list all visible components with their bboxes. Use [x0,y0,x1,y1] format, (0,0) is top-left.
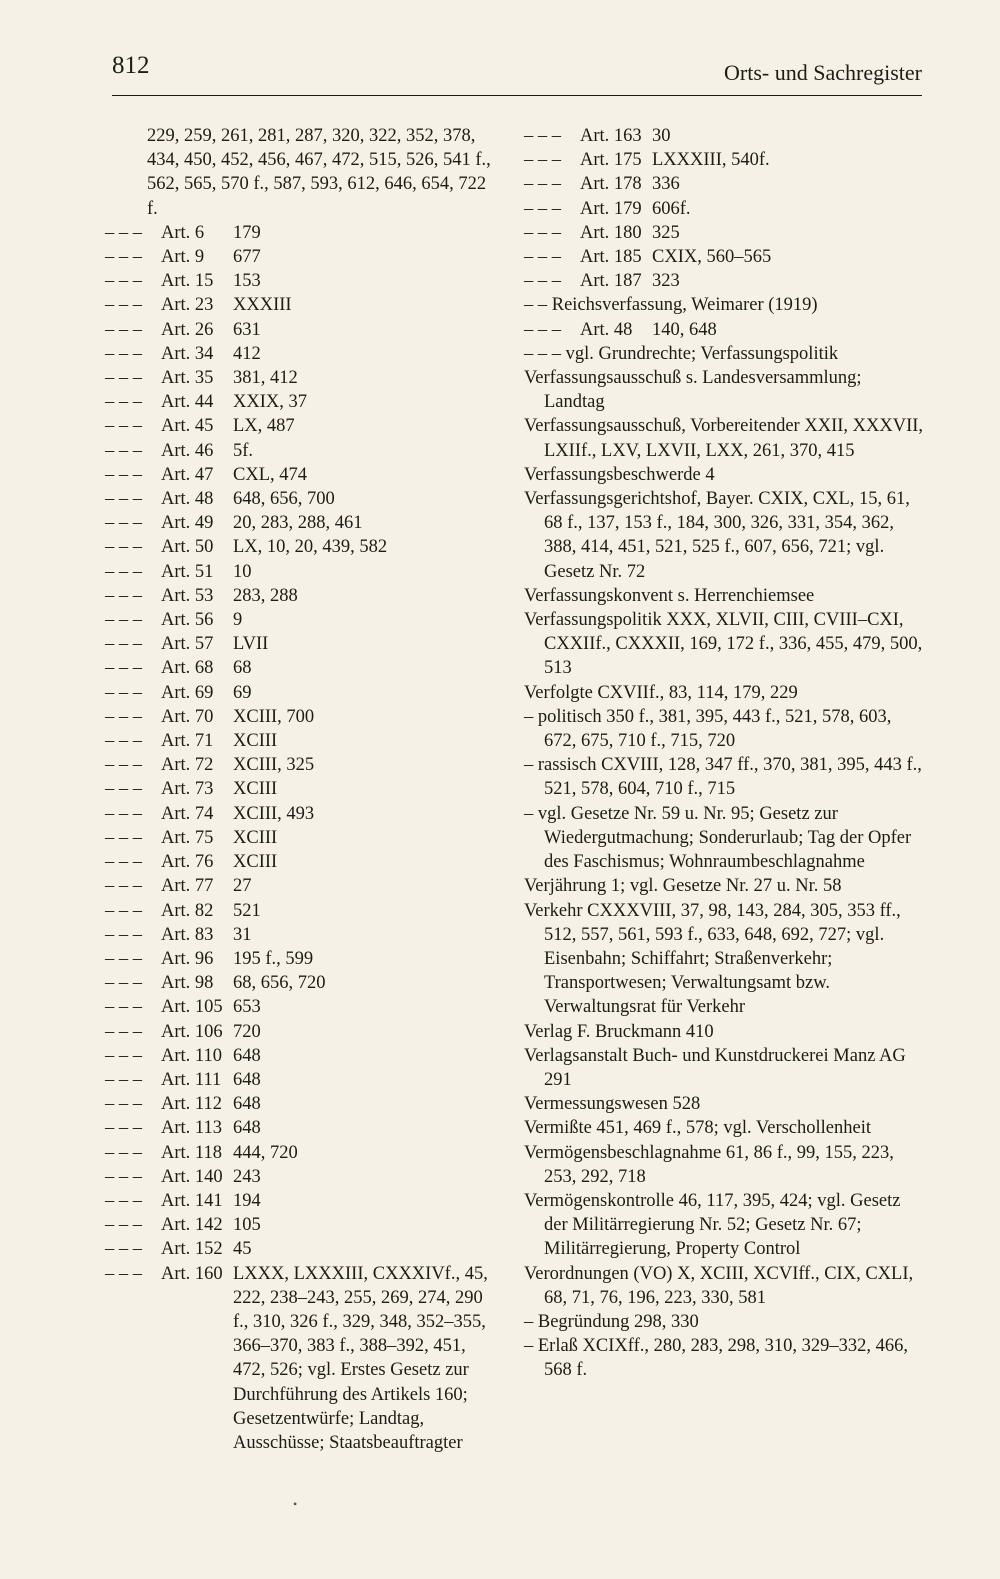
article-refs: 631 [233,319,261,340]
article-entry [105,826,497,850]
article-refs: XCIII [233,852,278,873]
article-refs: 648, 656, 700 [233,489,335,510]
article-label: Art. 187 [580,271,642,292]
dash-marker: – – – [105,779,142,800]
index-entry-list [524,366,924,1383]
article-label: Art. 106 [161,1021,223,1042]
article-entry [105,899,497,923]
article-entry [105,947,497,971]
article-refs: 30 [652,126,671,146]
dash-marker: – – – [105,440,142,461]
dash-marker: – – – [105,973,142,994]
article-entry [105,293,497,317]
dash-marker: – – – [105,1021,142,1042]
article-entry [105,511,497,535]
dash-marker: – – – [105,271,142,292]
article-entry [105,269,497,293]
page-mark: • [293,1497,298,1511]
article-entry [524,269,924,293]
article-refs: XCIII [233,731,278,752]
article-refs: 243 [233,1166,261,1187]
article-refs: 283, 288 [233,585,298,606]
article-label: Art. 48 [161,489,214,510]
article-label: Art. 49 [161,513,214,534]
article-label: Art. 142 [161,1215,223,1236]
article-entry [524,148,924,172]
dash-marker: – – – [105,755,142,776]
article-label: Art. 140 [161,1166,223,1187]
index-entry: Vermessungswesen 528 [524,1094,701,1115]
article-entry [105,802,497,826]
article-entry [524,221,924,245]
dash-marker: – – – [105,1142,142,1163]
dash-marker: – – – [105,1166,142,1187]
article-entry [105,971,497,995]
header-rule [112,95,922,96]
article-refs: XCIII [233,827,278,848]
article-refs: LXXXIII, 540f. [652,150,770,171]
dash-marker: – – – [524,174,561,195]
index-entry: Verfassungsausschuß, Vorbereitender XXII, XXXVII, LXIIf., LXV, LXVII, LXX, 261, 370, 415 [524,416,924,461]
dash-marker: – – – [105,1215,142,1236]
sub-entry: – vgl. Gesetze Nr. 59 u. Nr. 95; Gesetz zur Wiedergutmachung; Sonderurlaub; Tag der Opfer des Faschismus; Wohnraumbeschlagnahme [524,803,912,873]
article-entry [105,414,497,438]
article-entry [105,753,497,777]
article-refs: 69 [233,682,252,703]
article-label: Art. 51 [161,561,214,582]
index-entry: Verordnungen (VO) X, XCIII, XCVIff., CIX, CXLI, 68, 71, 76, 196, 223, 330, 581 [524,1263,914,1308]
article-label: Art. 9 [161,247,205,268]
article-label: Art. 70 [161,706,214,727]
article-entry [105,535,497,559]
article-refs: 20, 283, 288, 461 [233,513,363,534]
article-refs: 720 [233,1021,261,1042]
index-entry: Verfassungsgerichtshof, Bayer. CXIX, CXL, 15, 61, 68 f., 137, 153 f., 184, 300, 326, 331, 354, 362, 388, 414, 451, 521, 525 f., 607, 656, 721; vgl. Gesetz Nr. 72 [524,489,910,582]
article-label: Art. 69 [161,682,214,703]
article-refs: LXXX, LXXXIII, CXXXIVf., 45, 222, 238–243, 255, 269, 274, 290 f., 310, 326 f., 329, 348, 352–355, 366–370, 383 f., 388–392, 451, 472, 526; vgl. Erstes Gesetz zur Durchführung des Artikels 160; Gesetzentwürfe; Landtag, Ausschüsse; Staatsbeauftragter [233,1263,488,1453]
article-entry [105,487,497,511]
index-entry: Verlagsanstalt Buch- und Kunstdruckerei Manz AG 291 [524,1045,906,1090]
index-entry: Vermißte 451, 469 f., 578; vgl. Verschollenheit [524,1118,871,1139]
right-column [524,124,924,1383]
index-entry: Vermögensbeschlagnahme 61, 86 f., 99, 155, 223, 253, 292, 718 [524,1142,894,1187]
left-column [105,124,497,1455]
article-label: Art. 23 [161,295,214,316]
article-entry [105,439,497,463]
dash-marker: – – – [105,1045,142,1066]
dash-marker: – – – [105,1239,142,1260]
article-entry [105,1237,497,1261]
dash-marker: – – – [105,295,142,316]
article-label: Art. 57 [161,634,214,655]
article-label: Art. 118 [161,1142,222,1163]
article-entry [524,172,924,196]
article-entry [105,245,497,269]
dash-marker: – – – [105,585,142,606]
dash-marker: – – – [105,731,142,752]
index-entry: Verkehr CXXXVIII, 37, 98, 143, 284, 305, 353 ff., 512, 557, 561, 593 f., 633, 648, 692, 727; vgl. Eisenbahn; Schiffahrt; Straßenverkehr; Transportwesen; Verwaltungsamt bzw. Verwaltungsrat für Verkehr [524,900,901,1018]
dash-marker: – – – [105,997,142,1018]
article-entry [105,632,497,656]
article-refs: 412 [233,343,261,364]
article-entry [105,318,497,342]
article-refs: 179 [233,222,261,243]
article-entry [105,923,497,947]
sub-entry: – politisch 350 f., 381, 395, 443 f., 521, 578, 603, 672, 675, 710 f., 715, 720 [524,706,892,752]
article-label: Art. 180 [580,222,642,243]
dash-marker: – – – [105,803,142,824]
dash-marker: – – – [105,247,142,268]
article-entry [105,850,497,874]
article-entry [105,1020,497,1044]
article-refs: 9 [233,610,243,631]
dash-marker: – – – [105,827,142,848]
dash-marker: – – – [105,222,142,243]
article-refs: 323 [652,271,680,292]
dash-marker: – – – [105,1069,142,1090]
article-refs: CXIX, 560–565 [652,247,772,268]
article-entry [105,584,497,608]
sub-entry: – rassisch CXVIII, 128, 347 ff., 370, 381, 395, 443 f., 521, 578, 604, 710 f., 715 [524,755,922,800]
article-label: Art. 44 [161,392,214,413]
dash-marker: – – – [105,513,142,534]
article-label: Art. 72 [161,755,214,776]
article-entry [105,1165,497,1189]
article-label: Art. 26 [161,319,214,340]
dash-marker: – – – [105,610,142,631]
reichsverfassung-entry: – – Reichsverfassung, Weimarer (1919) [524,295,818,316]
article-label: Art. 45 [161,416,214,437]
article-refs: XCIII, 493 [233,803,315,824]
article-refs: 606f. [652,198,691,219]
article-label: Art. 185 [580,247,642,268]
article-label: Art. 110 [161,1045,222,1066]
article-refs: XXXIII [233,295,292,316]
article-label: Art. 160 [161,1263,223,1284]
article-label: Art. 98 [161,973,214,994]
article-label: Art. 46 [161,440,214,461]
article-refs: XXIX, 37 [233,392,307,413]
dash-marker: – – – [105,368,142,389]
article-label: Art. 152 [161,1239,223,1260]
article-label: Art. 141 [161,1190,223,1211]
dash-marker: – – – [105,924,142,945]
dash-marker: – – – [105,1263,142,1284]
article-entry [105,390,497,414]
dash-marker: – – – [105,948,142,969]
dash-marker: – – – [105,1118,142,1139]
article-entry [524,318,924,342]
article-label: Art. 68 [161,658,214,679]
article-refs: 325 [652,222,680,243]
article-refs: 648 [233,1045,261,1066]
article-label: Art. 175 [580,150,642,171]
dash-marker: – – – [105,319,142,340]
article-refs: XCIII, 325 [233,755,315,776]
index-entry: Vermögenskontrolle 46, 117, 395, 424; vgl. Gesetz der Militärregierung Nr. 52; Gesetz Nr. 67; Militärregierung, Property Control [524,1190,901,1260]
article-label: Art. 83 [161,924,214,945]
article-label: Art. 82 [161,900,214,921]
cross-reference-entry: – – – vgl. Grundrechte; Verfassungspolitik [524,343,839,364]
running-head: Orts- und Sachregister [724,60,922,85]
article-refs: 648 [233,1069,261,1090]
article-refs: XCIII [233,779,278,800]
article-refs: 648 [233,1094,261,1115]
index-entry: Verfassungspolitik XXX, XLVII, CIII, CVIII–CXI, CXXIIf., CXXXII, 169, 172 f., 336, 455, 479, 500, 513 [524,610,923,679]
article-entry [105,681,497,705]
article-label: Art. 105 [161,997,223,1018]
article-label: Art. 15 [161,271,214,292]
article-refs: LX, 10, 20, 439, 582 [233,537,388,558]
article-label: Art. 35 [161,368,214,389]
article-entry [105,342,497,366]
article-entry [105,1092,497,1116]
article-refs: 68, 656, 720 [233,973,326,994]
dash-marker: – – – [105,682,142,703]
article-label: Art. 179 [580,198,642,219]
dash-marker: – – – [524,198,561,219]
article-refs: 105 [233,1215,261,1236]
article-entry [524,124,924,148]
article-label: Art. 77 [161,876,214,897]
dash-marker: – – – [105,1094,142,1115]
article-entry [105,463,497,487]
article-refs: 31 [233,924,252,945]
article-label: Art. 6 [161,222,205,243]
article-label: Art. 96 [161,948,214,969]
article-label: Art. 50 [161,537,214,558]
index-entry: Verlag F. Bruckmann 410 [524,1021,714,1042]
sub-entry: – Erlaß XCIXff., 280, 283, 298, 310, 329–332, 466, 568 f. [524,1336,909,1381]
article-entry [524,197,924,221]
article-refs: CXL, 474 [233,464,307,485]
article-label: Art. 112 [161,1094,222,1115]
article-refs: 68 [233,658,252,679]
article-refs: 381, 412 [233,368,298,389]
index-entry: Verfolgte CXVIIf., 83, 114, 179, 229 [524,682,798,703]
article-list [105,221,497,1262]
dash-marker: – – – [105,634,142,655]
article-entry [105,608,497,632]
article-refs: 444, 720 [233,1142,298,1163]
article-label: Art. 76 [161,852,214,873]
article-refs: XCIII, 700 [233,706,315,727]
sub-entry: – Begründung 298, 330 [524,1311,699,1332]
article-list [524,124,924,293]
article-label: Art. 71 [161,731,214,752]
article-entry-160 [105,1262,497,1456]
dash-marker: – – – [105,561,142,582]
article-entry [524,245,924,269]
article-refs: 27 [233,876,252,897]
article-refs: 10 [233,561,252,582]
article-entry [105,705,497,729]
dash-marker: – – – [524,247,561,268]
article-label: Art. 113 [161,1118,222,1139]
article-entry [105,560,497,584]
article-refs: 521 [233,900,261,921]
article-label: Art. 48 [580,319,633,340]
article-entry [105,221,497,245]
article-entry [105,656,497,680]
article-refs: 140, 648 [652,319,717,340]
article-entry [105,729,497,753]
index-entry: Verfassungsbeschwerde 4 [524,464,715,485]
article-entry [105,1213,497,1237]
article-entry [105,995,497,1019]
article-label: Art. 34 [161,343,214,364]
article-label: Art. 56 [161,610,214,631]
dash-marker: – – – [105,537,142,558]
article-entry [105,1116,497,1140]
dash-marker: – – – [105,658,142,679]
article-entry [105,1044,497,1068]
article-label: Art. 178 [580,174,642,195]
article-label: Art. 47 [161,464,214,485]
continuation-entry: 229, 259, 261, 281, 287, 320, 322, 352, 378, 434, 450, 452, 456, 467, 472, 515, 526, 541 f., 562, 565, 570 f., 587, 593, 612, 646, 654, 722 f. [147,126,491,219]
article-refs: 5f. [233,440,254,461]
article-refs: LVII [233,634,269,655]
article-refs: 194 [233,1190,261,1211]
article-label: Art. 73 [161,779,214,800]
article-refs: 677 [233,247,261,268]
article-refs: LX, 487 [233,416,295,437]
article-refs: 648 [233,1118,261,1139]
dash-marker: – – – [524,319,561,340]
article-refs: 195 f., 599 [233,948,314,969]
dash-marker: – – – [524,271,561,292]
article-entry [105,366,497,390]
index-entry: Verfassungsausschuß s. Landesversammlung; Landtag [524,368,862,413]
article-label: Art. 75 [161,827,214,848]
article-label: Art. 111 [161,1069,222,1090]
article-refs: 153 [233,271,261,292]
index-entry: Verfassungskonvent s. Herrenchiemsee [524,585,815,606]
dash-marker: – – – [524,126,561,146]
article-label: Art. 74 [161,803,214,824]
article-label: Art. 163 [580,126,642,146]
dash-marker: – – – [524,150,561,171]
index-entry: Verjährung 1; vgl. Gesetze Nr. 27 u. Nr. 58 [524,876,842,897]
article-entry [105,1189,497,1213]
article-entry [105,874,497,898]
dash-marker: – – – [105,489,142,510]
dash-marker: – – – [105,876,142,897]
article-label: Art. 53 [161,585,214,606]
article-entry [105,1068,497,1092]
article-refs: 653 [233,997,261,1018]
dash-marker: – – – [105,706,142,727]
page-number: 812 [112,52,150,79]
dash-marker: – – – [105,392,142,413]
dash-marker: – – – [105,1190,142,1211]
dash-marker: – – – [105,416,142,437]
dash-marker: – – – [105,343,142,364]
article-refs: 45 [233,1239,252,1260]
dash-marker: – – – [105,852,142,873]
dash-marker: – – – [105,900,142,921]
dash-marker: – – – [524,222,561,243]
dash-marker: – – – [105,464,142,485]
article-entry [105,1141,497,1165]
article-refs: 336 [652,174,680,195]
article-entry [105,777,497,801]
